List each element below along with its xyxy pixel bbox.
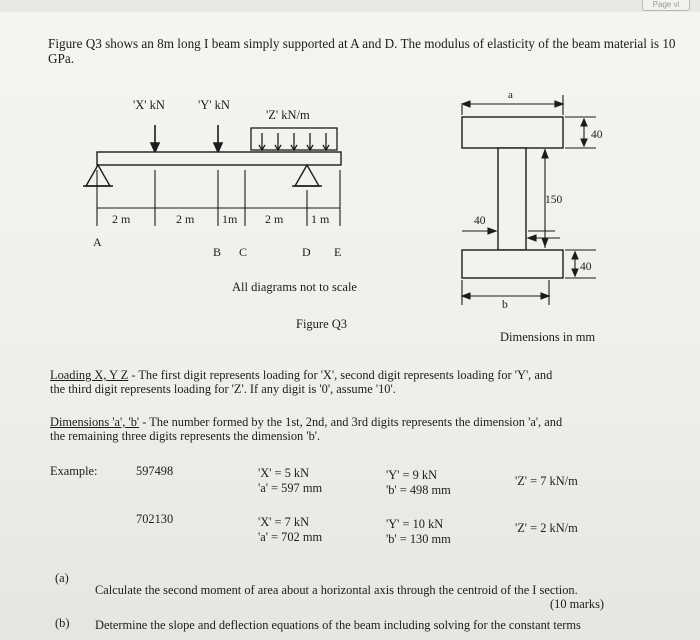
support-a (83, 165, 113, 186)
dim-web-width-label: 40 (474, 215, 486, 227)
dimension-rule-line-2: the remaining three digits represents the dimension 'b'. (50, 429, 321, 443)
support-d (292, 165, 322, 186)
example-2-z: 'Z' = 2 kN/m (515, 521, 578, 535)
loading-rule-line-2: the third digit represents loading for 'Z'. If any digit is '0', assume '10'. (50, 382, 396, 396)
dim-a-label: a (508, 89, 513, 101)
example-1-x: 'X' = 5 kN (258, 466, 310, 480)
figure-caption: Figure Q3 (296, 317, 348, 331)
question-a-text: Calculate the second moment of area about a horizontal axis through the centroid of the I section. (95, 583, 578, 597)
dim-web-height-label: 150 (545, 194, 563, 206)
load-y-label: 'Y' kN (198, 98, 230, 112)
example-2-id: 702130 (136, 512, 174, 526)
intro-paragraph: Figure Q3 shows an 8m long I beam simply supported at A and D. The modulus of elasticity of the beam material is 10 GPa. (48, 36, 676, 66)
example-2-x: 'X' = 7 kN (258, 515, 310, 529)
example-1-id: 597498 (136, 464, 174, 478)
dim-top-flange-label: 40 (591, 129, 603, 141)
loading-rule-title: Loading X, Y Z (50, 368, 129, 382)
dim-bottom-flange-label: 40 (580, 261, 592, 273)
span-dimension-line (97, 170, 340, 226)
dimension-rule-line-1 (50, 415, 562, 430)
units-caption: Dimensions in mm (500, 330, 596, 344)
loading-rule-text: - The first digit represents loading for 'X', second digit represents loading for 'Y', and (128, 368, 553, 382)
question-b-text: Determine the slope and deflection equations of the beam including solving for the constant terms (95, 618, 581, 632)
udl-load (251, 128, 337, 150)
example-2-a: 'a' = 702 mm (258, 530, 323, 544)
dim-bc: 2 m (176, 212, 195, 226)
dim-ab: 2 m (112, 212, 131, 226)
dim-de: 1 m (311, 212, 330, 226)
load-x-arrow (151, 125, 159, 152)
not-to-scale-note: All diagrams not to scale (232, 280, 357, 294)
dim-b-label: b (502, 299, 508, 311)
example-1-a: 'a' = 597 mm (258, 481, 323, 495)
load-z-label: 'Z' kN/m (266, 108, 310, 122)
point-a: A (93, 235, 102, 249)
question-b-label: (b) (55, 616, 70, 630)
i-beam (97, 152, 341, 165)
question-a-label: (a) (55, 571, 69, 585)
load-x-label: 'X' kN (133, 98, 165, 112)
dim-cd: 2 m (265, 212, 284, 226)
point-d: D (302, 245, 311, 259)
dim-c-seg: 1m (222, 212, 238, 226)
example-2-b: 'b' = 130 mm (386, 532, 451, 546)
point-e: E (334, 245, 342, 259)
loading-rule-line-1 (50, 368, 552, 383)
point-c: C (239, 245, 248, 259)
example-1-z: 'Z' = 7 kN/m (515, 474, 578, 488)
load-y-arrow (214, 125, 222, 152)
point-b: B (213, 245, 222, 259)
example-1-y: 'Y' = 9 kN (386, 468, 438, 482)
question-a-marks: (10 marks) (550, 597, 605, 611)
dimension-rule-text: - The number formed by the 1st, 2nd, and 3rd digits represents the dimension 'a', and (139, 415, 563, 429)
page-corner-button[interactable]: Page vi (642, 0, 690, 11)
dimension-rule-title: Dimensions 'a', 'b' (50, 415, 140, 429)
example-2-y: 'Y' = 10 kN (386, 517, 444, 531)
example-label: Example: (50, 464, 98, 478)
example-1-b: 'b' = 498 mm (386, 483, 451, 497)
